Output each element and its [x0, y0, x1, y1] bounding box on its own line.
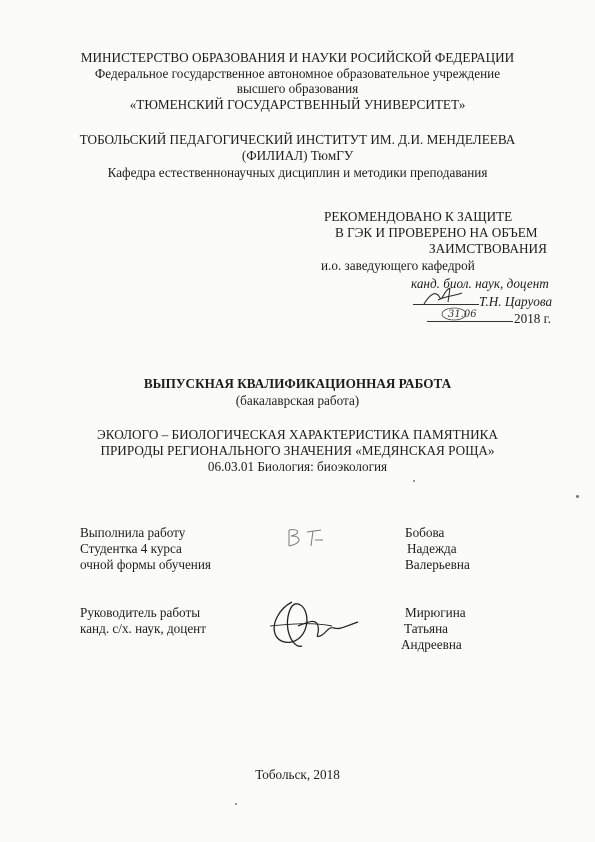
- supervisor-patronymic: Андреевна: [401, 637, 462, 652]
- scan-speck: [576, 495, 579, 498]
- approval-degree: канд. биол. наук, доцент: [411, 276, 549, 291]
- approval-line-2: В ГЭК И ПРОВЕРЕНО НА ОБЪЕМ: [335, 225, 538, 240]
- federal-line-1: Федеральное государственное автономное образовательное учреждение: [94, 66, 501, 81]
- city-year: Тобольск, 2018: [255, 767, 340, 782]
- supervisor-label-2: канд. с/х. наук, доцент: [80, 621, 206, 636]
- student-surname: Бобова: [405, 525, 445, 540]
- student-label-2: Студентка 4 курса: [80, 541, 182, 556]
- student-label-3: очной формы обучения: [80, 557, 211, 572]
- student-label-1: Выполнила работу: [80, 525, 186, 540]
- handwritten-date: 31.06: [448, 309, 477, 320]
- work-specialty: 06.03.01 Биология: биоэкология: [207, 459, 388, 474]
- student-signature: [283, 526, 329, 550]
- department-line: Кафедра естественнонаучных дисциплин и методики преподавания: [107, 165, 488, 180]
- institute-line-1: ТОБОЛЬСКИЙ ПЕДАГОГИЧЕСКИЙ ИНСТИТУТ ИМ. Д.И. МЕНДЕЛЕЕВА: [79, 132, 516, 147]
- supervisor-first-name: Татьяна: [404, 621, 448, 636]
- student-patronymic: Валерьевна: [405, 557, 470, 572]
- head-signature: [420, 284, 470, 308]
- ministry-line: МИНИСТЕРСТВО ОБРАЗОВАНИЯ И НАУКИ РОСИЙСКОЙ ФЕДЕРАЦИИ: [80, 50, 515, 65]
- approval-line-1: РЕКОМЕНДОВАНО К ЗАЩИТЕ: [324, 209, 513, 224]
- supervisor-label-1: Руководитель работы: [80, 605, 201, 620]
- approval-role: и.о. заведующего кафедрой: [321, 258, 475, 273]
- work-subtype: (бакалаврская работа): [235, 393, 360, 408]
- work-title-line-1: ЭКОЛОГО – БИОЛОГИЧЕСКАЯ ХАРАКТЕРИСТИКА ПАМЯТНИКА: [97, 427, 498, 442]
- student-first-name: Надежда: [407, 541, 457, 556]
- university-name: «ТЮМЕНСКИЙ ГОСУДАРСТВЕННЫЙ УНИВЕРСИТЕТ»: [129, 97, 466, 112]
- approval-line-3: ЗАИМСТВОВАНИЯ: [429, 241, 547, 256]
- date-scribble: [440, 306, 470, 322]
- approval-name: Т.Н. Царуова: [479, 294, 553, 309]
- institute-line-2: (ФИЛИАЛ) ТюмГУ: [241, 148, 354, 163]
- supervisor-signature: [262, 596, 362, 652]
- scan-speck: [413, 480, 415, 482]
- scan-speck: [235, 803, 237, 805]
- federal-line-2: высшего образования: [236, 81, 359, 96]
- approval-year: 2018 г.: [514, 311, 551, 326]
- supervisor-surname: Мирюгина: [405, 605, 466, 620]
- work-type: ВЫПУСКНАЯ КВАЛИФИКАЦИОННАЯ РАБОТА: [143, 376, 452, 391]
- work-title-line-2: ПРИРОДЫ РЕГИОНАЛЬНОГО ЗНАЧЕНИЯ «МЕДЯНСКАЯ РОЩА»: [100, 443, 495, 458]
